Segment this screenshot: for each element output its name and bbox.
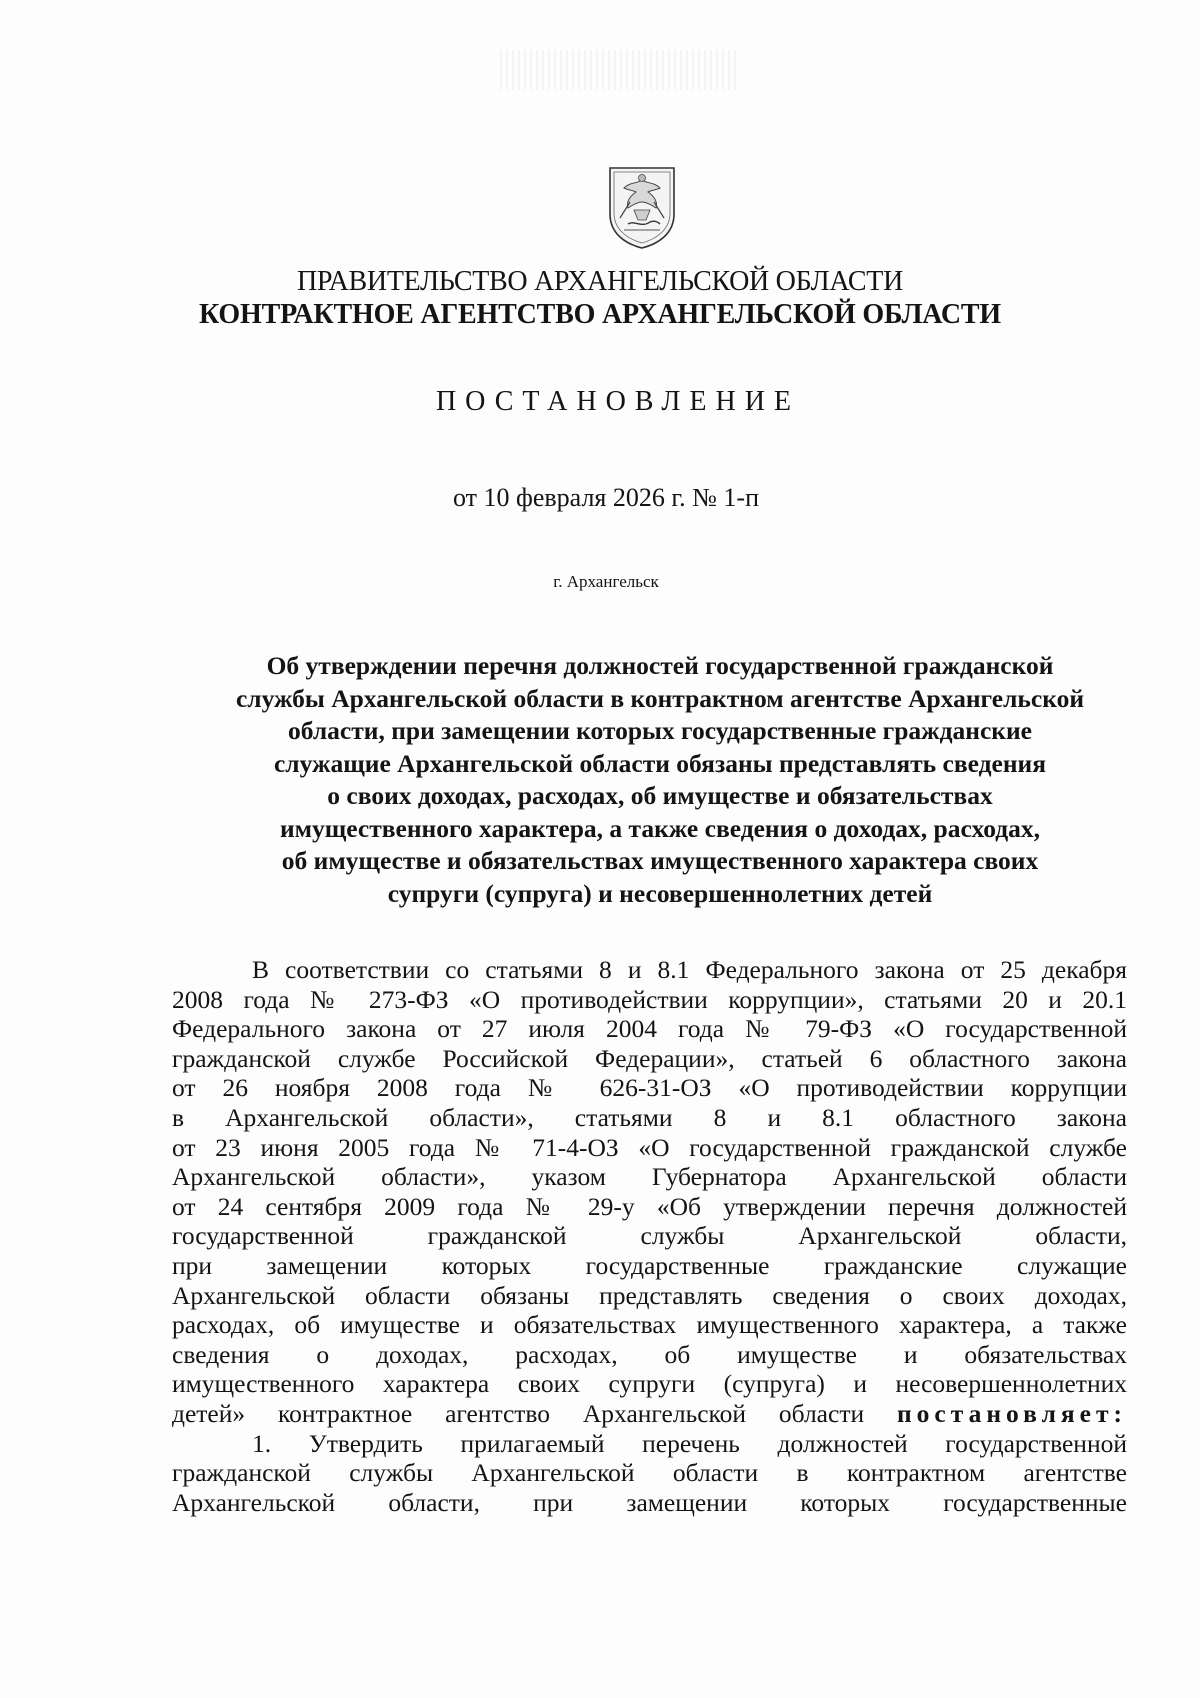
title-line: служащие Архангельской области обязаны представлять сведения	[273, 748, 1046, 778]
body-line: в Архангельской области», статьями 8 и 8.1 областного закона	[172, 1102, 1127, 1132]
body-line: гражданской службе Российской Федерации», статьей 6 областного закона	[172, 1043, 1127, 1073]
item-line: гражданской службы Архангельской области в контрактном агентстве	[172, 1458, 1127, 1488]
enacting-keyword: постановляет:	[896, 1398, 1128, 1428]
document-date-number: от 10 февраля 2026 г. № 1-п	[453, 483, 759, 512]
body-line: Архангельской области», указом Губернатора Архангельской области	[172, 1162, 1127, 1192]
scan-noise	[500, 50, 740, 90]
title-line: супруги (супруга) и несовершеннолетних детей	[387, 878, 933, 908]
document-title	[170, 650, 1150, 910]
document-body	[172, 955, 1127, 1517]
title-line: о своих доходах, расходах, об имуществе и обязательствах	[327, 781, 993, 810]
body-line: расходах, об имуществе и обязательствах имущественного характера, а также	[172, 1310, 1127, 1340]
document-type: ПОСТАНОВЛЕНИЕ	[435, 386, 801, 417]
body-line: государственной гражданской службы Архангельской области,	[172, 1221, 1127, 1251]
enacting-text: детей» контрактное агентство Архангельской области	[172, 1398, 865, 1428]
document-city: г. Архангельск	[553, 572, 659, 591]
government-name: ПРАВИТЕЛЬСТВО АРХАНГЕЛЬСКОЙ ОБЛАСТИ	[297, 266, 903, 297]
title-line: имущественного характера, а также сведения о доходах, расходах,	[279, 813, 1041, 843]
title-line: Об утверждении перечня должностей государственной гражданской	[266, 651, 1054, 680]
title-line: службы Архангельской области в контрактном агентстве Архангельской	[235, 683, 1085, 713]
body-line: от 24 сентября 2009 года № 29-у «Об утверждении перечня должностей	[172, 1191, 1127, 1221]
body-line: Федерального закона от 27 июля 2004 года № 79-ФЗ «О государственной	[172, 1014, 1127, 1044]
body-line: В соответствии со статьями 8 и 8.1 Федерального закона от 25 декабря	[252, 955, 1127, 984]
enacting-line	[172, 1399, 1127, 1429]
agency-name: КОНТРАКТНОЕ АГЕНТСТВО АРХАНГЕЛЬСКОЙ ОБЛАСТИ	[199, 299, 1001, 330]
title-line: области, при замещении которых государственные гражданские	[288, 716, 1032, 745]
body-line: 2008 года № 273-ФЗ «О противодействии коррупции», статьями 20 и 20.1	[172, 984, 1127, 1014]
body-line: имущественного характера своих супруги (супруга) и несовершеннолетних	[172, 1369, 1127, 1399]
body-line: Архангельской области обязаны представлять сведения о своих доходах,	[172, 1280, 1127, 1310]
coat-of-arms-icon	[606, 162, 678, 250]
item-line: 1. Утвердить прилагаемый перечень должностей государственной	[252, 1428, 1127, 1458]
body-line: от 26 ноября 2008 года № 626-31-ОЗ «О противодействии коррупции	[172, 1073, 1127, 1103]
item-line: Архангельской области, при замещении которых государственные	[172, 1487, 1127, 1517]
body-line: при замещении которых государственные гражданские служащие	[172, 1250, 1127, 1280]
title-line: об имуществе и обязательствах имущественного характера своих	[281, 846, 1039, 875]
body-line: от 23 июня 2005 года № 71-4-ОЗ «О государственной гражданской службе	[172, 1132, 1127, 1162]
body-line: сведения о доходах, расходах, об имуществе и обязательствах	[172, 1339, 1127, 1369]
